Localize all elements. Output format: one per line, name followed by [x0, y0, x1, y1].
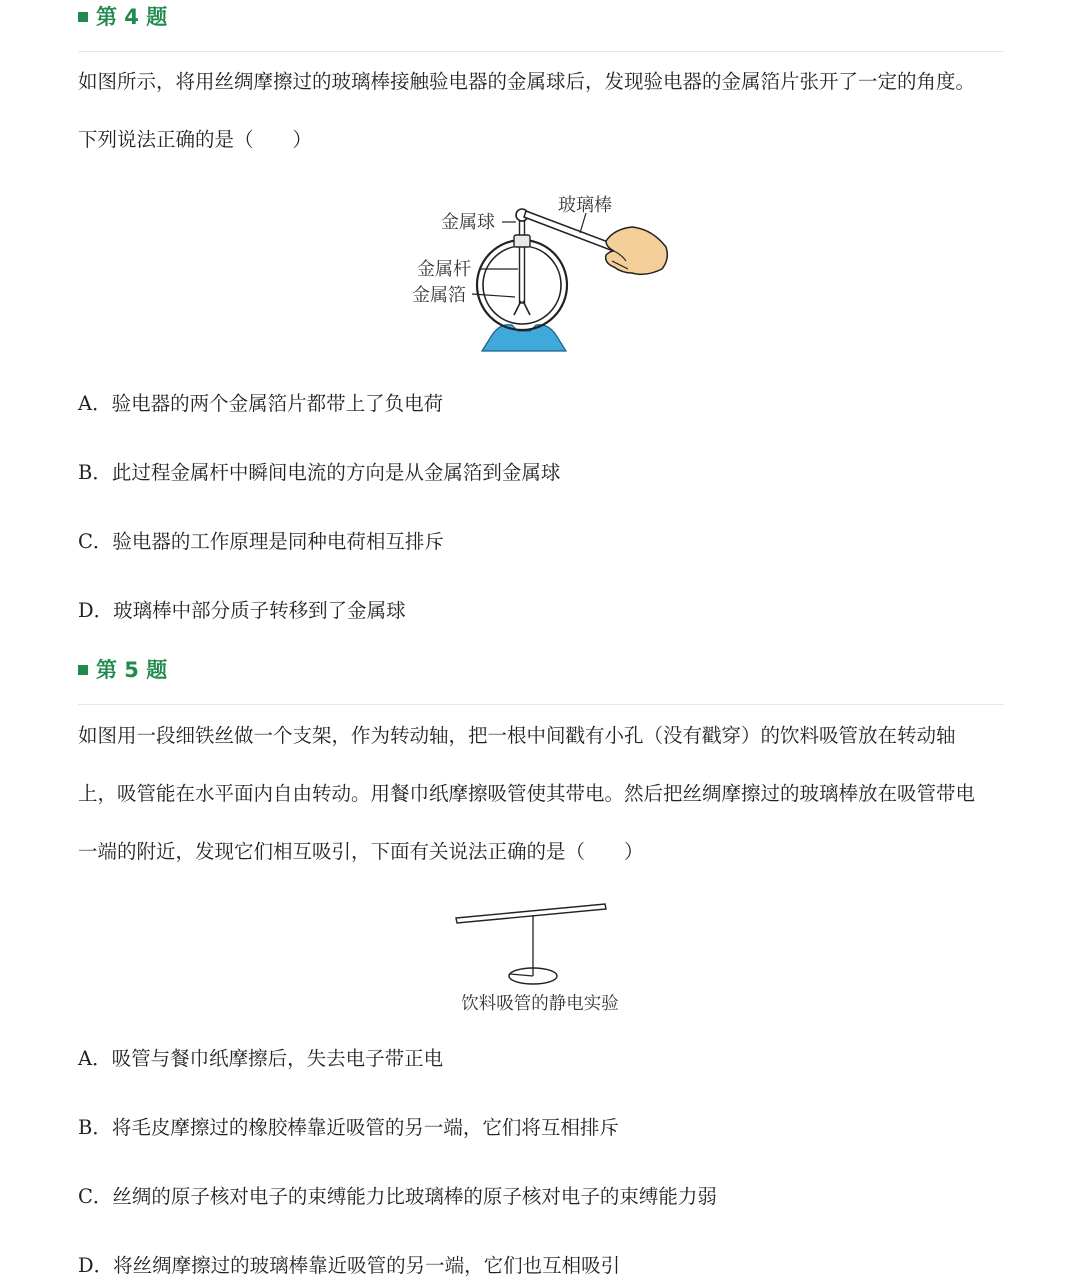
option-letter: B． [78, 461, 112, 484]
option-letter: A． [78, 392, 112, 415]
label-metal-foil: 金属箔 [412, 285, 466, 306]
question-4-option-c[interactable] [78, 528, 1004, 556]
question-4-stem-line-2: 下列说法正确的是（ ） [78, 128, 313, 151]
question-5-number: 第 5 题 [96, 658, 168, 682]
insulator-stopper [514, 235, 530, 247]
leader-line-glass-rod [580, 213, 586, 233]
question-4-header [78, 3, 1004, 31]
straw-figure [450, 898, 614, 990]
option-letter: A． [78, 1047, 112, 1070]
drinking-straw [456, 904, 606, 923]
question-5-header [78, 656, 1004, 684]
question-5-stem-line-2: 上，吸管能在水平面内自由转动。用餐巾纸摩擦吸管使其带电。然后把丝绸摩擦过的玻璃棒放在吸管带电 [78, 782, 976, 805]
option-text: 将毛皮摩擦过的橡胶棒靠近吸管的另一端，它们将互相排斥 [111, 1116, 619, 1139]
question-5-stem-line-1: 如图用一段细铁丝做一个支架，作为转动轴，把一根中间戳有小孔（没有戳穿）的饮料吸管放在转动轴 [78, 724, 956, 747]
wire-base-tail [510, 974, 533, 976]
question-5-stem-line-3: 一端的附近，发现它们相互吸引，下面有关说法正确的是（ ） [78, 840, 644, 863]
option-letter: D． [78, 599, 114, 622]
option-text: 玻璃棒中部分质子转移到了金属球 [113, 599, 406, 622]
option-letter: C． [78, 530, 113, 553]
question-5-option-c[interactable] [78, 1183, 1004, 1211]
electroscope-figure [400, 185, 680, 355]
option-text: 丝绸的原子核对电子的束缚能力比玻璃棒的原子核对电子的束缚能力弱 [112, 1185, 717, 1208]
option-text: 此过程金属杆中瞬间电流的方向是从金属箔到金属球 [111, 461, 561, 484]
question-4-number: 第 4 题 [96, 5, 168, 29]
metal-foil-left [514, 301, 521, 315]
question-4-option-d[interactable] [78, 597, 1004, 625]
square-bullet-icon [78, 12, 88, 22]
question-4-stem-line-1: 如图所示，将用丝绸摩擦过的玻璃棒接触验电器的金属球后，发现验电器的金属箔片张开了一定的角度。 [78, 70, 976, 93]
option-letter: D． [78, 1254, 114, 1277]
metal-foil-right [523, 301, 530, 315]
question-4-option-b[interactable] [78, 459, 1004, 487]
option-text: 验电器的两个金属箔片都带上了负电荷 [111, 392, 444, 415]
option-text: 验电器的工作原理是同种电荷相互排斥 [112, 530, 444, 553]
option-letter: C． [78, 1185, 113, 1208]
label-metal-ball: 金属球 [441, 212, 495, 233]
electroscope-stand [482, 325, 566, 351]
square-bullet-icon [78, 665, 88, 675]
label-metal-rod: 金属杆 [417, 259, 471, 280]
straw-figure-caption: 饮料吸管的静电实验 [461, 994, 619, 1014]
option-text: 将丝绸摩擦过的玻璃棒靠近吸管的另一端，它们也互相吸引 [113, 1254, 621, 1277]
question-5-option-b[interactable] [78, 1114, 1004, 1142]
option-letter: B． [78, 1116, 112, 1139]
label-glass-rod: 玻璃棒 [558, 195, 612, 216]
question-5-divider [78, 704, 1004, 705]
question-4-option-a[interactable] [78, 390, 1004, 418]
question-5-option-d[interactable] [78, 1252, 1004, 1280]
option-text: 吸管与餐巾纸摩擦后，失去电子带正电 [111, 1047, 444, 1070]
hand [606, 227, 668, 274]
metal-rod [520, 221, 525, 303]
question-4-divider [78, 51, 1004, 52]
question-5-option-a[interactable] [78, 1045, 1004, 1073]
